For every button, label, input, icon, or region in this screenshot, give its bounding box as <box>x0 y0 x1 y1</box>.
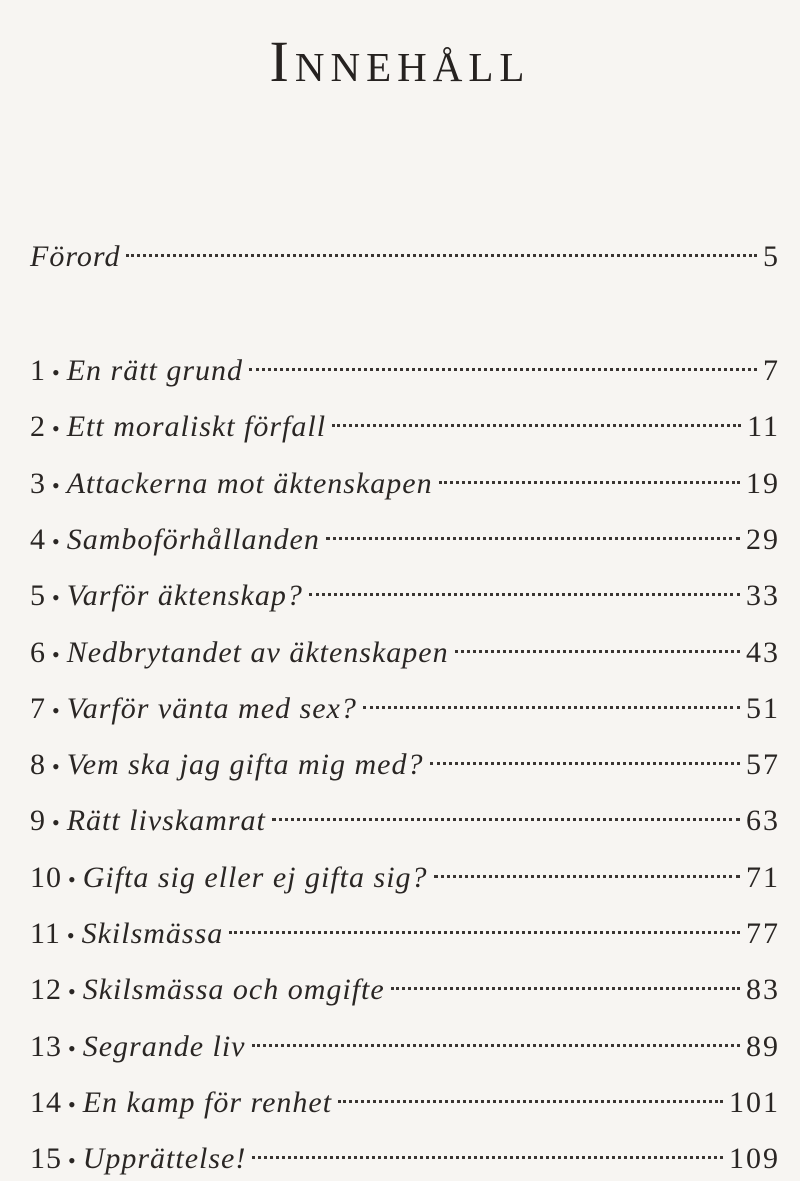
chapter-number: 9 <box>30 804 46 838</box>
chapter-title: Gifta sig eller ej gifta sig? <box>82 860 428 894</box>
dot-leader <box>252 1016 741 1056</box>
page-number: 43 <box>746 635 780 669</box>
toc-entry-chapter-10[interactable] <box>30 847 780 894</box>
toc-entry-chapter-8[interactable] <box>30 734 780 782</box>
bullet-separator: • <box>52 360 61 385</box>
page-number: 109 <box>729 1142 780 1176</box>
toc-entry-chapter-11[interactable] <box>30 903 780 950</box>
chapter-number: 10 <box>30 860 62 894</box>
dot-leader <box>332 396 741 436</box>
dot-leader <box>252 1128 723 1168</box>
chapter-number: 13 <box>30 1029 62 1063</box>
page-number: 29 <box>746 522 780 556</box>
toc-entry-chapter-6[interactable] <box>30 622 780 669</box>
dot-leader <box>363 678 740 718</box>
toc-entry-chapter-14[interactable] <box>30 1072 780 1119</box>
bullet-separator: • <box>68 866 77 892</box>
chapter-label <box>30 689 357 731</box>
dot-leader <box>326 509 740 549</box>
page-number: 19 <box>746 466 780 500</box>
page-number: 51 <box>746 691 780 725</box>
chapter-number: 8 <box>30 748 46 782</box>
chapter-label <box>30 351 243 393</box>
page-number: 63 <box>746 804 780 838</box>
chapter-number: 14 <box>30 1085 62 1119</box>
chapter-title: Upprättelse! <box>82 1142 247 1176</box>
page-number: 101 <box>729 1085 780 1119</box>
chapter-label <box>30 970 385 1012</box>
dot-leader <box>434 847 740 887</box>
chapter-title: Ett moraliskt förfall <box>66 410 327 444</box>
chapter-label <box>30 407 326 449</box>
chapter-label <box>30 464 433 506</box>
chapter-label <box>30 1083 332 1125</box>
toc-entry-chapter-2[interactable] <box>30 396 780 444</box>
page-title: Innehåll <box>269 29 531 94</box>
toc-entry-chapter-9[interactable] <box>30 790 780 838</box>
dot-leader <box>338 1072 723 1112</box>
dot-leader <box>439 453 740 493</box>
chapter-number: 3 <box>30 466 46 500</box>
chapter-number: 11 <box>30 917 61 950</box>
page-number: 57 <box>746 748 780 782</box>
dot-leader <box>455 622 740 662</box>
chapter-title: Varför äktenskap? <box>66 579 303 613</box>
chapter-label <box>30 576 303 618</box>
page-number: 7 <box>763 354 780 387</box>
chapter-title: Nedbrytandet av äktenskapen <box>66 635 449 669</box>
toc-entry-chapter-12[interactable] <box>30 959 780 1007</box>
bullet-separator: • <box>52 641 61 667</box>
dot-leader <box>391 959 740 999</box>
toc-entry-chapter-15[interactable] <box>30 1128 780 1176</box>
bullet-separator: • <box>66 923 76 948</box>
page-number: 89 <box>746 1029 780 1063</box>
chapter-label <box>30 745 424 787</box>
toc-entry-chapter-4[interactable] <box>30 509 780 556</box>
bullet-separator: • <box>52 810 61 836</box>
chapter-label <box>30 1139 246 1181</box>
page-number: 11 <box>747 410 780 444</box>
chapter-label <box>30 914 223 956</box>
chapter-title: Samboförhållanden <box>66 522 320 556</box>
toc-entry-preface[interactable] <box>30 226 780 273</box>
bullet-separator: • <box>52 754 61 780</box>
dot-leader <box>430 734 741 774</box>
chapter-title: Vem ska jag gifta mig med? <box>66 748 424 782</box>
toc-entry-chapter-1[interactable] <box>30 340 780 387</box>
page-number: 33 <box>746 579 780 613</box>
dot-leader <box>272 790 740 830</box>
bullet-separator: • <box>52 585 61 611</box>
dot-leader <box>229 903 740 943</box>
chapter-title: Skilsmässa <box>81 917 224 950</box>
dot-leader <box>249 340 757 380</box>
chapter-title: Rätt livskamrat <box>66 804 266 838</box>
page-number: 77 <box>746 917 780 950</box>
chapter-title: Varför vänta med sex? <box>66 691 357 725</box>
bullet-separator: • <box>52 416 61 442</box>
toc-entry-chapter-3[interactable] <box>30 453 780 500</box>
chapter-number: 7 <box>30 691 46 725</box>
page-number: 5 <box>763 240 780 273</box>
toc-entry-chapter-13[interactable] <box>30 1016 780 1063</box>
toc-entry-chapter-7[interactable] <box>30 678 780 725</box>
chapter-number: 15 <box>30 1142 62 1176</box>
chapter-number: 6 <box>30 635 46 669</box>
chapter-label <box>30 858 428 900</box>
toc-entry-chapter-5[interactable] <box>30 565 780 613</box>
chapter-number: 4 <box>30 522 46 556</box>
bullet-separator: • <box>68 1091 77 1117</box>
dot-leader <box>309 565 740 605</box>
chapter-number: 12 <box>30 973 62 1007</box>
chapter-label <box>30 633 449 675</box>
preface-label: Förord <box>30 240 121 273</box>
dot-leader <box>126 226 757 266</box>
chapter-number: 2 <box>30 410 46 444</box>
chapter-title: Attackerna mot äktenskapen <box>66 466 433 500</box>
chapter-title: En rätt grund <box>66 354 244 387</box>
chapter-label <box>30 801 266 843</box>
chapter-title: Skilsmässa och omgifte <box>82 973 385 1007</box>
bullet-separator: • <box>52 528 61 554</box>
bullet-separator: • <box>52 697 61 723</box>
page-number: 71 <box>746 860 780 894</box>
chapter-number: 5 <box>30 579 46 613</box>
bullet-separator: • <box>68 1035 77 1061</box>
bullet-separator: • <box>68 1148 77 1174</box>
chapter-label <box>30 520 320 562</box>
chapter-title: Segrande liv <box>82 1029 246 1063</box>
chapter-label <box>30 1027 246 1069</box>
page-number: 83 <box>746 973 780 1007</box>
chapter-number: 1 <box>30 354 46 387</box>
chapter-title: En kamp för renhet <box>82 1085 333 1119</box>
bullet-separator: • <box>68 979 77 1005</box>
bullet-separator: • <box>52 472 61 498</box>
